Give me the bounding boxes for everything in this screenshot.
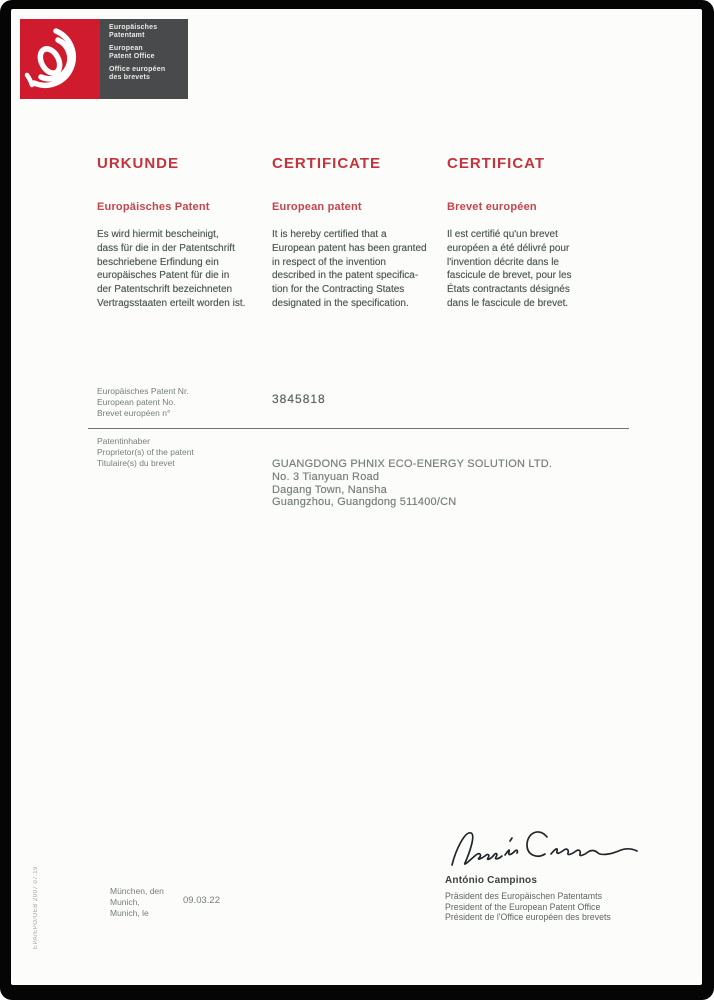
signatory-title-de: Präsident des Europäischen Patentamts (445, 891, 602, 901)
subtitle-german: Europäisches Patent (97, 201, 210, 213)
issue-place (110, 886, 164, 919)
body-french-line: Il est certifié qu'un brevet (447, 229, 558, 240)
signatory-title-fr: Président de l'Office européen des brevets (445, 912, 611, 923)
form-code: EPA/EPO/OEB 2007 07.19 (33, 866, 39, 949)
epo-name-de (109, 24, 188, 40)
epo-name-de-line2: Patentamt (109, 32, 145, 39)
column-german (97, 155, 267, 311)
proprietor-label-en: Proprietor(s) of the patent (97, 447, 194, 457)
body-german (97, 228, 267, 311)
patent-number-value: 3845818 (272, 392, 326, 406)
signatory-name: António Campinos (445, 875, 538, 886)
body-english-line: European patent has been granted (272, 242, 427, 254)
patent-number-labels (97, 386, 189, 419)
proprietor-name: GUANGDONG PHNIX ECO-ENERGY SOLUTION LTD. (272, 458, 553, 470)
subtitle-french: Brevet européen (447, 201, 537, 213)
body-french-line: l'invention décrite dans le (447, 256, 559, 268)
signatory-titles (445, 891, 660, 923)
epo-name-fr-line1: Office européen (109, 66, 166, 73)
proprietor-street: No. 3 Tianyuan Road (272, 470, 380, 483)
issue-place-en: Munich, (110, 897, 140, 907)
body-french-line: États contractants désignés (447, 284, 570, 296)
epo-name-en (109, 45, 188, 61)
body-french-line: dans le fascicule de brevet. (447, 297, 569, 309)
proprietor-labels (97, 436, 194, 469)
proprietor-city-country: Guangzhou, Guangdong 511400/CN (272, 496, 457, 509)
body-german-line: europäisches Patent für die in (97, 270, 230, 282)
body-english-line: described in the patent specifica- (272, 270, 419, 282)
divider-line (88, 428, 629, 429)
body-german-line: Vertragsstaaten erteilt worden ist. (97, 297, 246, 309)
proprietor-address (272, 458, 552, 509)
epo-name-fr (109, 66, 188, 82)
signatory-title-en: President of the European Patent Office (445, 901, 601, 912)
column-french (447, 155, 617, 311)
issue-place-fr: Munich, le (110, 908, 149, 918)
patent-number-label-en: European patent No. (97, 397, 176, 407)
body-english-line: designated in the specification. (272, 297, 409, 309)
epo-logo-wordmark (100, 19, 188, 99)
patent-number-label-de: Europäisches Patent Nr. (97, 386, 189, 396)
body-french (447, 228, 617, 311)
signature-block (445, 821, 660, 923)
body-english-line: tion for the Contracting States (272, 284, 405, 296)
body-german-line: Es wird hiermit bescheinigt, (97, 229, 219, 240)
subtitle-english: European patent (272, 201, 362, 213)
epo-logo (20, 19, 188, 99)
certificate-page (11, 9, 702, 985)
body-german-line: der Patentschrift bezeichneten (97, 284, 233, 296)
body-english-line: It is hereby certified that a (272, 229, 387, 240)
proprietor-label-de: Patentinhaber (97, 436, 150, 446)
body-english-line: in respect of the invention (272, 256, 386, 268)
body-french-line: fascicule de brevet, pour les (447, 270, 572, 282)
title-urkunde: URKUNDE (97, 155, 179, 172)
title-certificat: CERTIFICAT (447, 155, 546, 172)
issue-place-de: München, den (110, 886, 164, 896)
body-english (272, 228, 442, 311)
proprietor-town: Dagang Town, Nansha (272, 483, 387, 496)
issue-date: 09.03.22 (183, 895, 220, 906)
body-german-line: beschriebene Erfindung ein (97, 256, 219, 268)
epo-name-en-line1: European (109, 45, 143, 52)
body-german-line: dass für die in der Patentschrift (97, 242, 235, 254)
epo-name-fr-line2: des brevets (109, 74, 151, 81)
column-english (272, 155, 442, 311)
title-certificate: CERTIFICATE (272, 155, 382, 172)
epo-spiral-icon (20, 19, 100, 99)
handwritten-signature-icon (447, 821, 647, 873)
body-french-line: européen a été délivré pour (447, 242, 570, 254)
proprietor-label-fr: Titulaire(s) du brevet (97, 458, 175, 468)
patent-number-label-fr: Brevet européen n° (97, 408, 171, 418)
epo-name-en-line2: Patent Office (109, 53, 155, 60)
epo-name-de-line1: Europäisches (109, 24, 158, 31)
